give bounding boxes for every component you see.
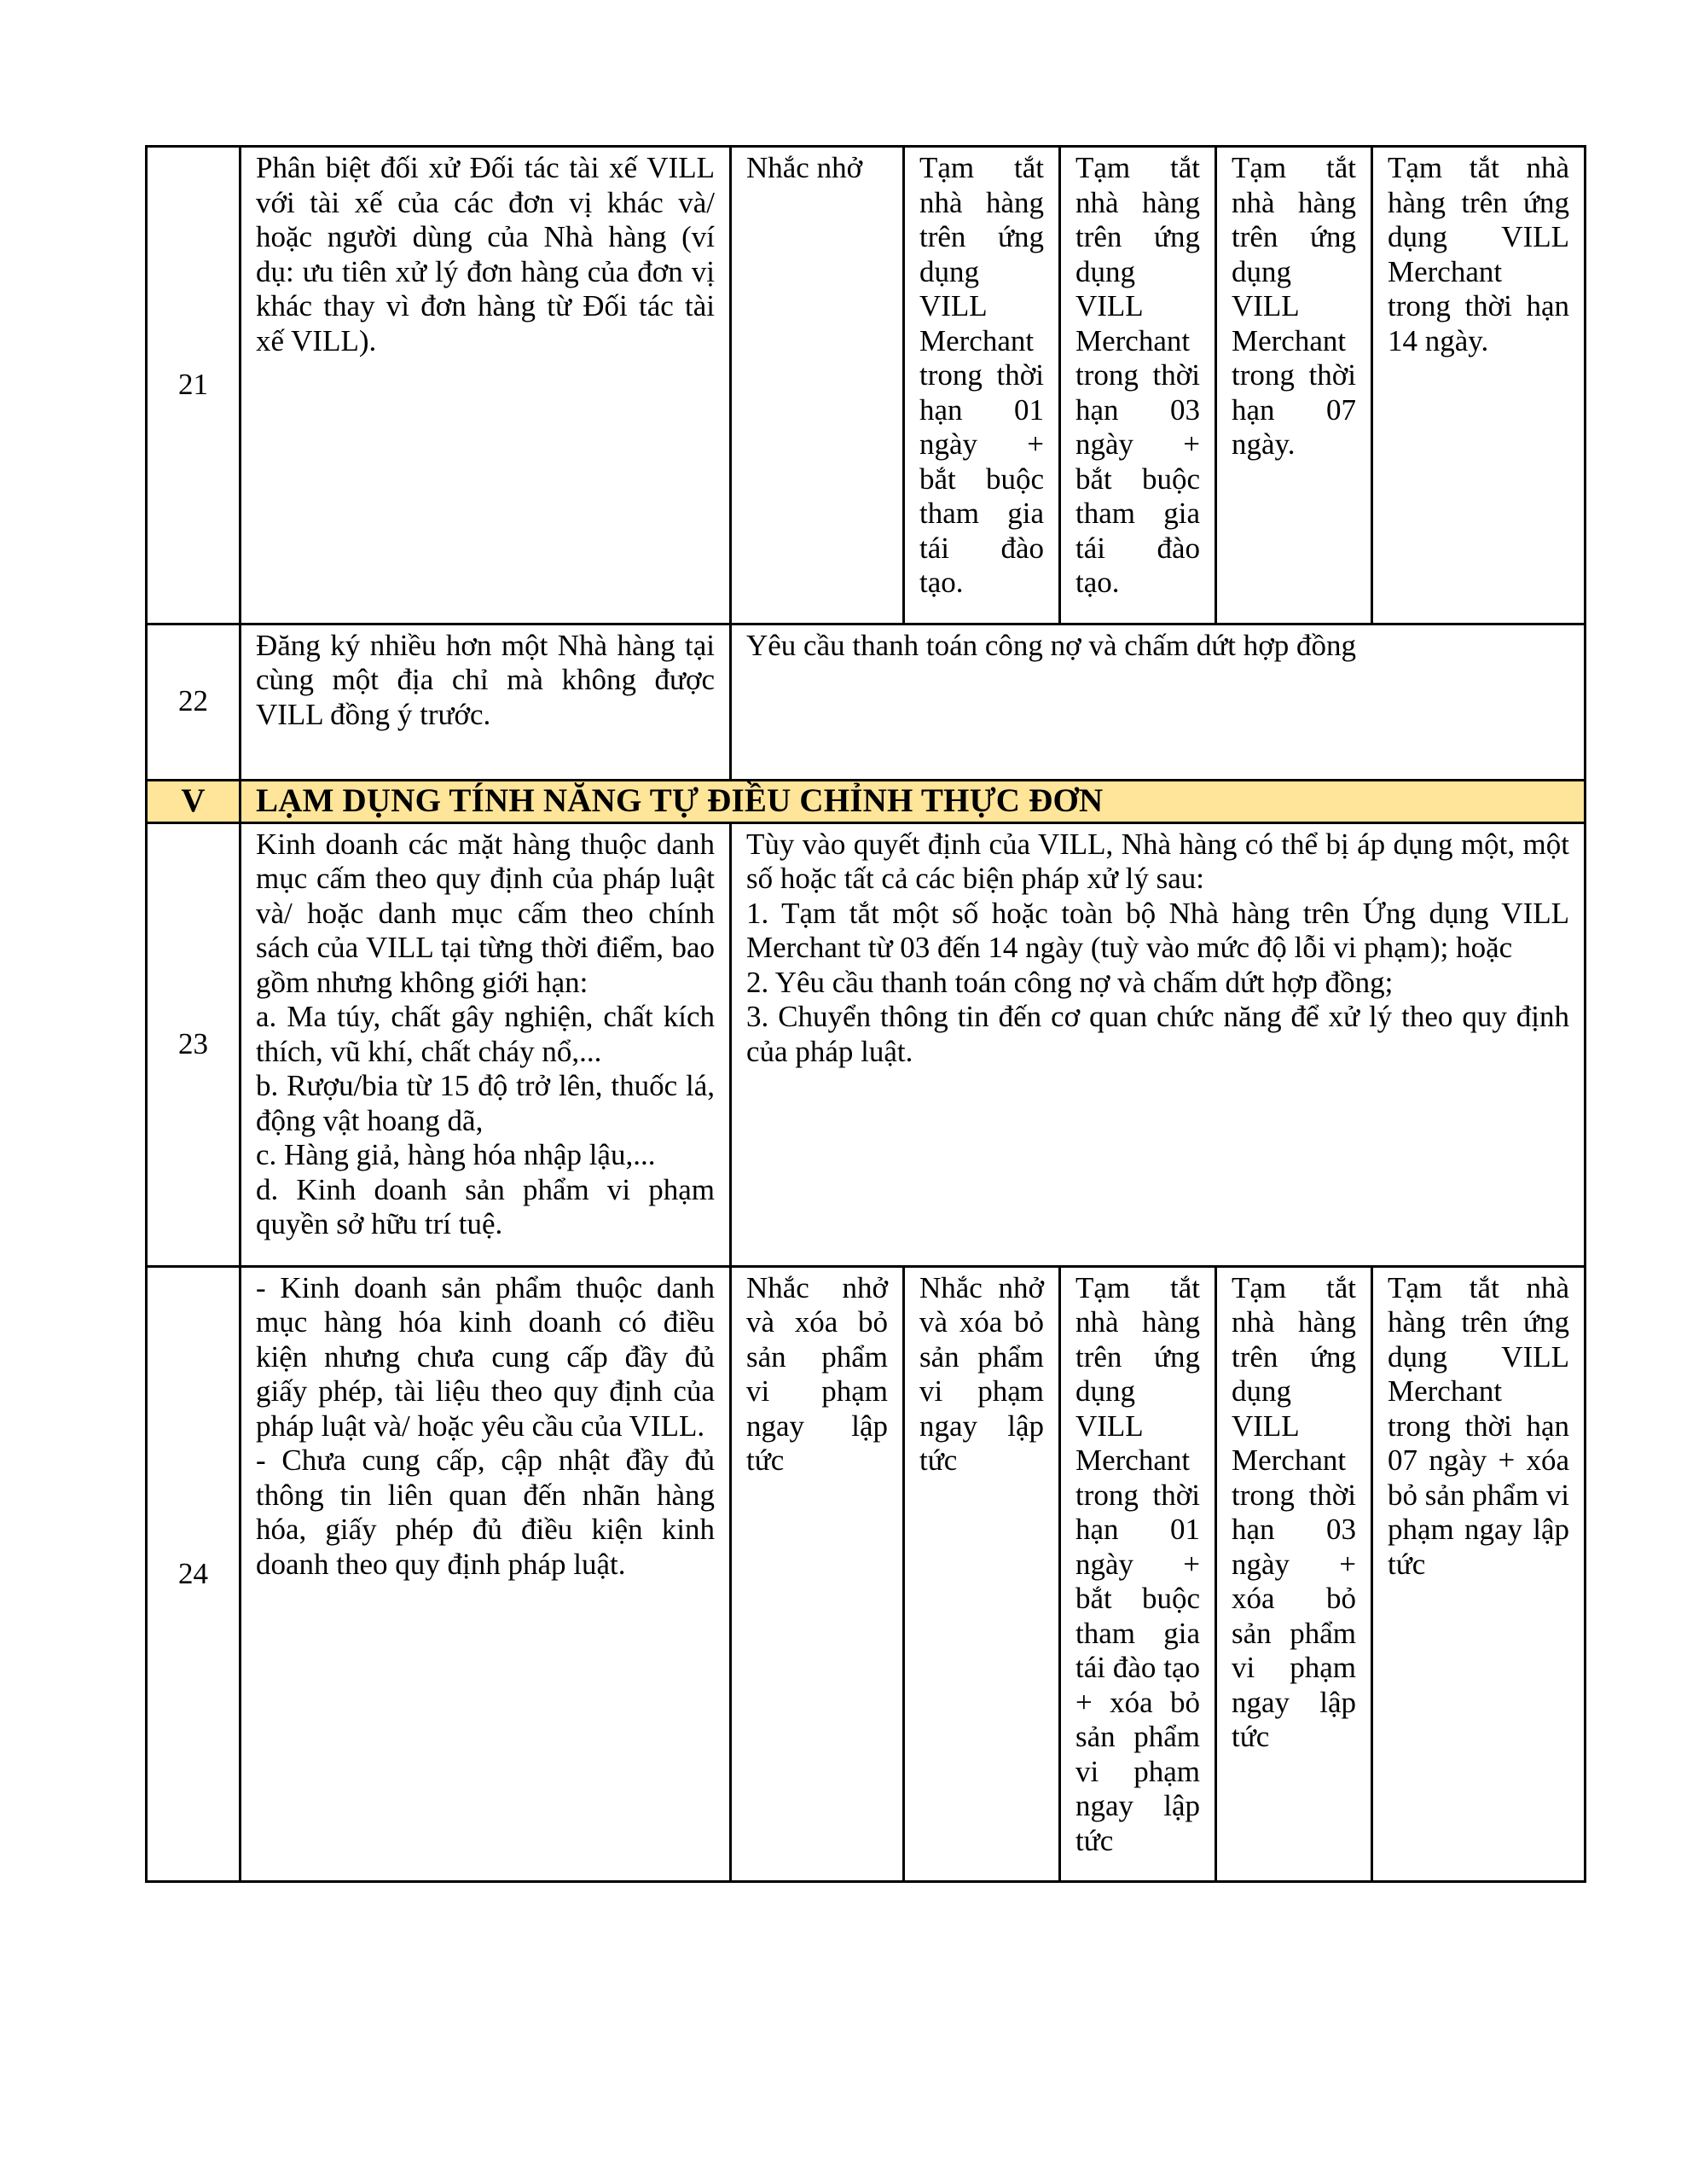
row-number: 23 [147,822,241,1266]
description-item-1: - Kinh doanh sản phẩm thuộc danh mục hàng hóa kinh doanh có điều kiện nhưng chưa cung cấp đầy đủ giấy phép, tài liệu theo quy định của pháp luật và/ hoặc yêu cầu của VILL. [256,1270,715,1443]
penalty-level-2: Nhắc nhở và xóa bỏ sản phẩm vi phạm ngay lập tức [904,1266,1060,1882]
violation-description: Phân biệt đối xử Đối tác tài xế VILL với tài xế của các đơn vị khác và/ hoặc người dùng của Nhà hàng (ví dụ: ưu tiên xử lý đơn hàng của đơn vị khác thay vì đơn hàng từ Đối tác tài xế VILL). [241,147,731,624]
penalty-level-3: Tạm tắt nhà hàng trên ứng dụng VILL Merchant trong thời hạn 01 ngày + bắt buộc tham gia tái đào tạo + xóa bỏ sản phẩm vi phạm ngay lập tức [1060,1266,1216,1882]
description-item-b: b. Rượu/bia từ 15 độ trở lên, thuốc lá, động vật hoang dã, [256,1069,715,1137]
violation-description: Đăng ký nhiều hơn một Nhà hàng tại cùng một địa chỉ mà không được VILL đồng ý trước. [241,624,731,780]
description-item-d: d. Kinh doanh sản phẩm vi phạm quyền sở hữu trí tuệ. [256,1172,715,1240]
penalty-level-2: Tạm tắt nhà hàng trên ứng dụng VILL Merchant trong thời hạn 01 ngày + bắt buộc tham gia tái đào tạo. [904,147,1060,624]
row-number: 24 [147,1266,241,1882]
penalty-merged [731,822,1586,1266]
penalty-level-1: Nhắc nhở và xóa bỏ sản phẩm vi phạm ngay lập tức [731,1266,904,1882]
penalty-table [145,145,1586,1883]
row-number: 21 [147,147,241,624]
penalty-intro: Tùy vào quyết định của VILL, Nhà hàng có thể bị áp dụng một, một số hoặc tất cả các biện pháp xử lý sau: [746,827,1569,895]
penalty-merged: Yêu cầu thanh toán công nợ và chấm dứt hợp đồng [731,624,1586,780]
penalty-level-5: Tạm tắt nhà hàng trên ứng dụng VILL Merchant trong thời hạn 14 ngày. [1372,147,1586,624]
section-number: V [147,780,241,822]
penalty-option-1: 1. Tạm tắt một số hoặc toàn bộ Nhà hàng trên Ứng dụng VILL Merchant từ 03 đến 14 ngày (tuỳ vào mức độ lỗi vi phạm); hoặc [746,896,1569,964]
description-item-2: - Chưa cung cấp, cập nhật đầy đủ thông tin liên quan đến nhãn hàng hóa, giấy phép đủ điều kiện kinh doanh theo quy định pháp luật. [256,1443,715,1581]
penalty-option-2: 2. Yêu cầu thanh toán công nợ và chấm dứt hợp đồng; [746,965,1394,999]
description-item-a: a. Ma túy, chất gây nghiện, chất kích thích, vũ khí, chất cháy nổ,... [256,1000,715,1068]
description-item-c: c. Hàng giả, hàng hóa nhập lậu,... [256,1138,656,1171]
violation-description [241,1266,731,1882]
table-row [147,1266,1586,1882]
penalty-level-4: Tạm tắt nhà hàng trên ứng dụng VILL Merchant trong thời hạn 03 ngày + xóa bỏ sản phẩm vi phạm ngay lập tức [1216,1266,1372,1882]
penalty-level-4: Tạm tắt nhà hàng trên ứng dụng VILL Merchant trong thời hạn 07 ngày. [1216,147,1372,624]
table-row [147,624,1586,780]
penalty-option-3: 3. Chuyển thông tin đến cơ quan chức năng để xử lý theo quy định của pháp luật. [746,1000,1569,1068]
table-row [147,147,1586,624]
description-intro: Kinh doanh các mặt hàng thuộc danh mục cấm theo quy định của pháp luật và/ hoặc danh mục cấm theo chính sách của VILL tại từng thời điểm, bao gồm nhưng không giới hạn: [256,827,715,999]
section-header-row [147,780,1586,822]
penalty-level-1: Nhắc nhở [731,147,904,624]
violation-description [241,822,731,1266]
row-number: 22 [147,624,241,780]
section-title: LẠM DỤNG TÍNH NĂNG TỰ ĐIỀU CHỈNH THỰC ĐƠN [241,780,1586,822]
penalty-level-3: Tạm tắt nhà hàng trên ứng dụng VILL Merchant trong thời hạn 03 ngày + bắt buộc tham gia tái đào tạo. [1060,147,1216,624]
table-row [147,822,1586,1266]
penalty-level-5: Tạm tắt nhà hàng trên ứng dụng VILL Merchant trong thời hạn 07 ngày + xóa bỏ sản phẩm vi phạm ngay lập tức [1372,1266,1586,1882]
